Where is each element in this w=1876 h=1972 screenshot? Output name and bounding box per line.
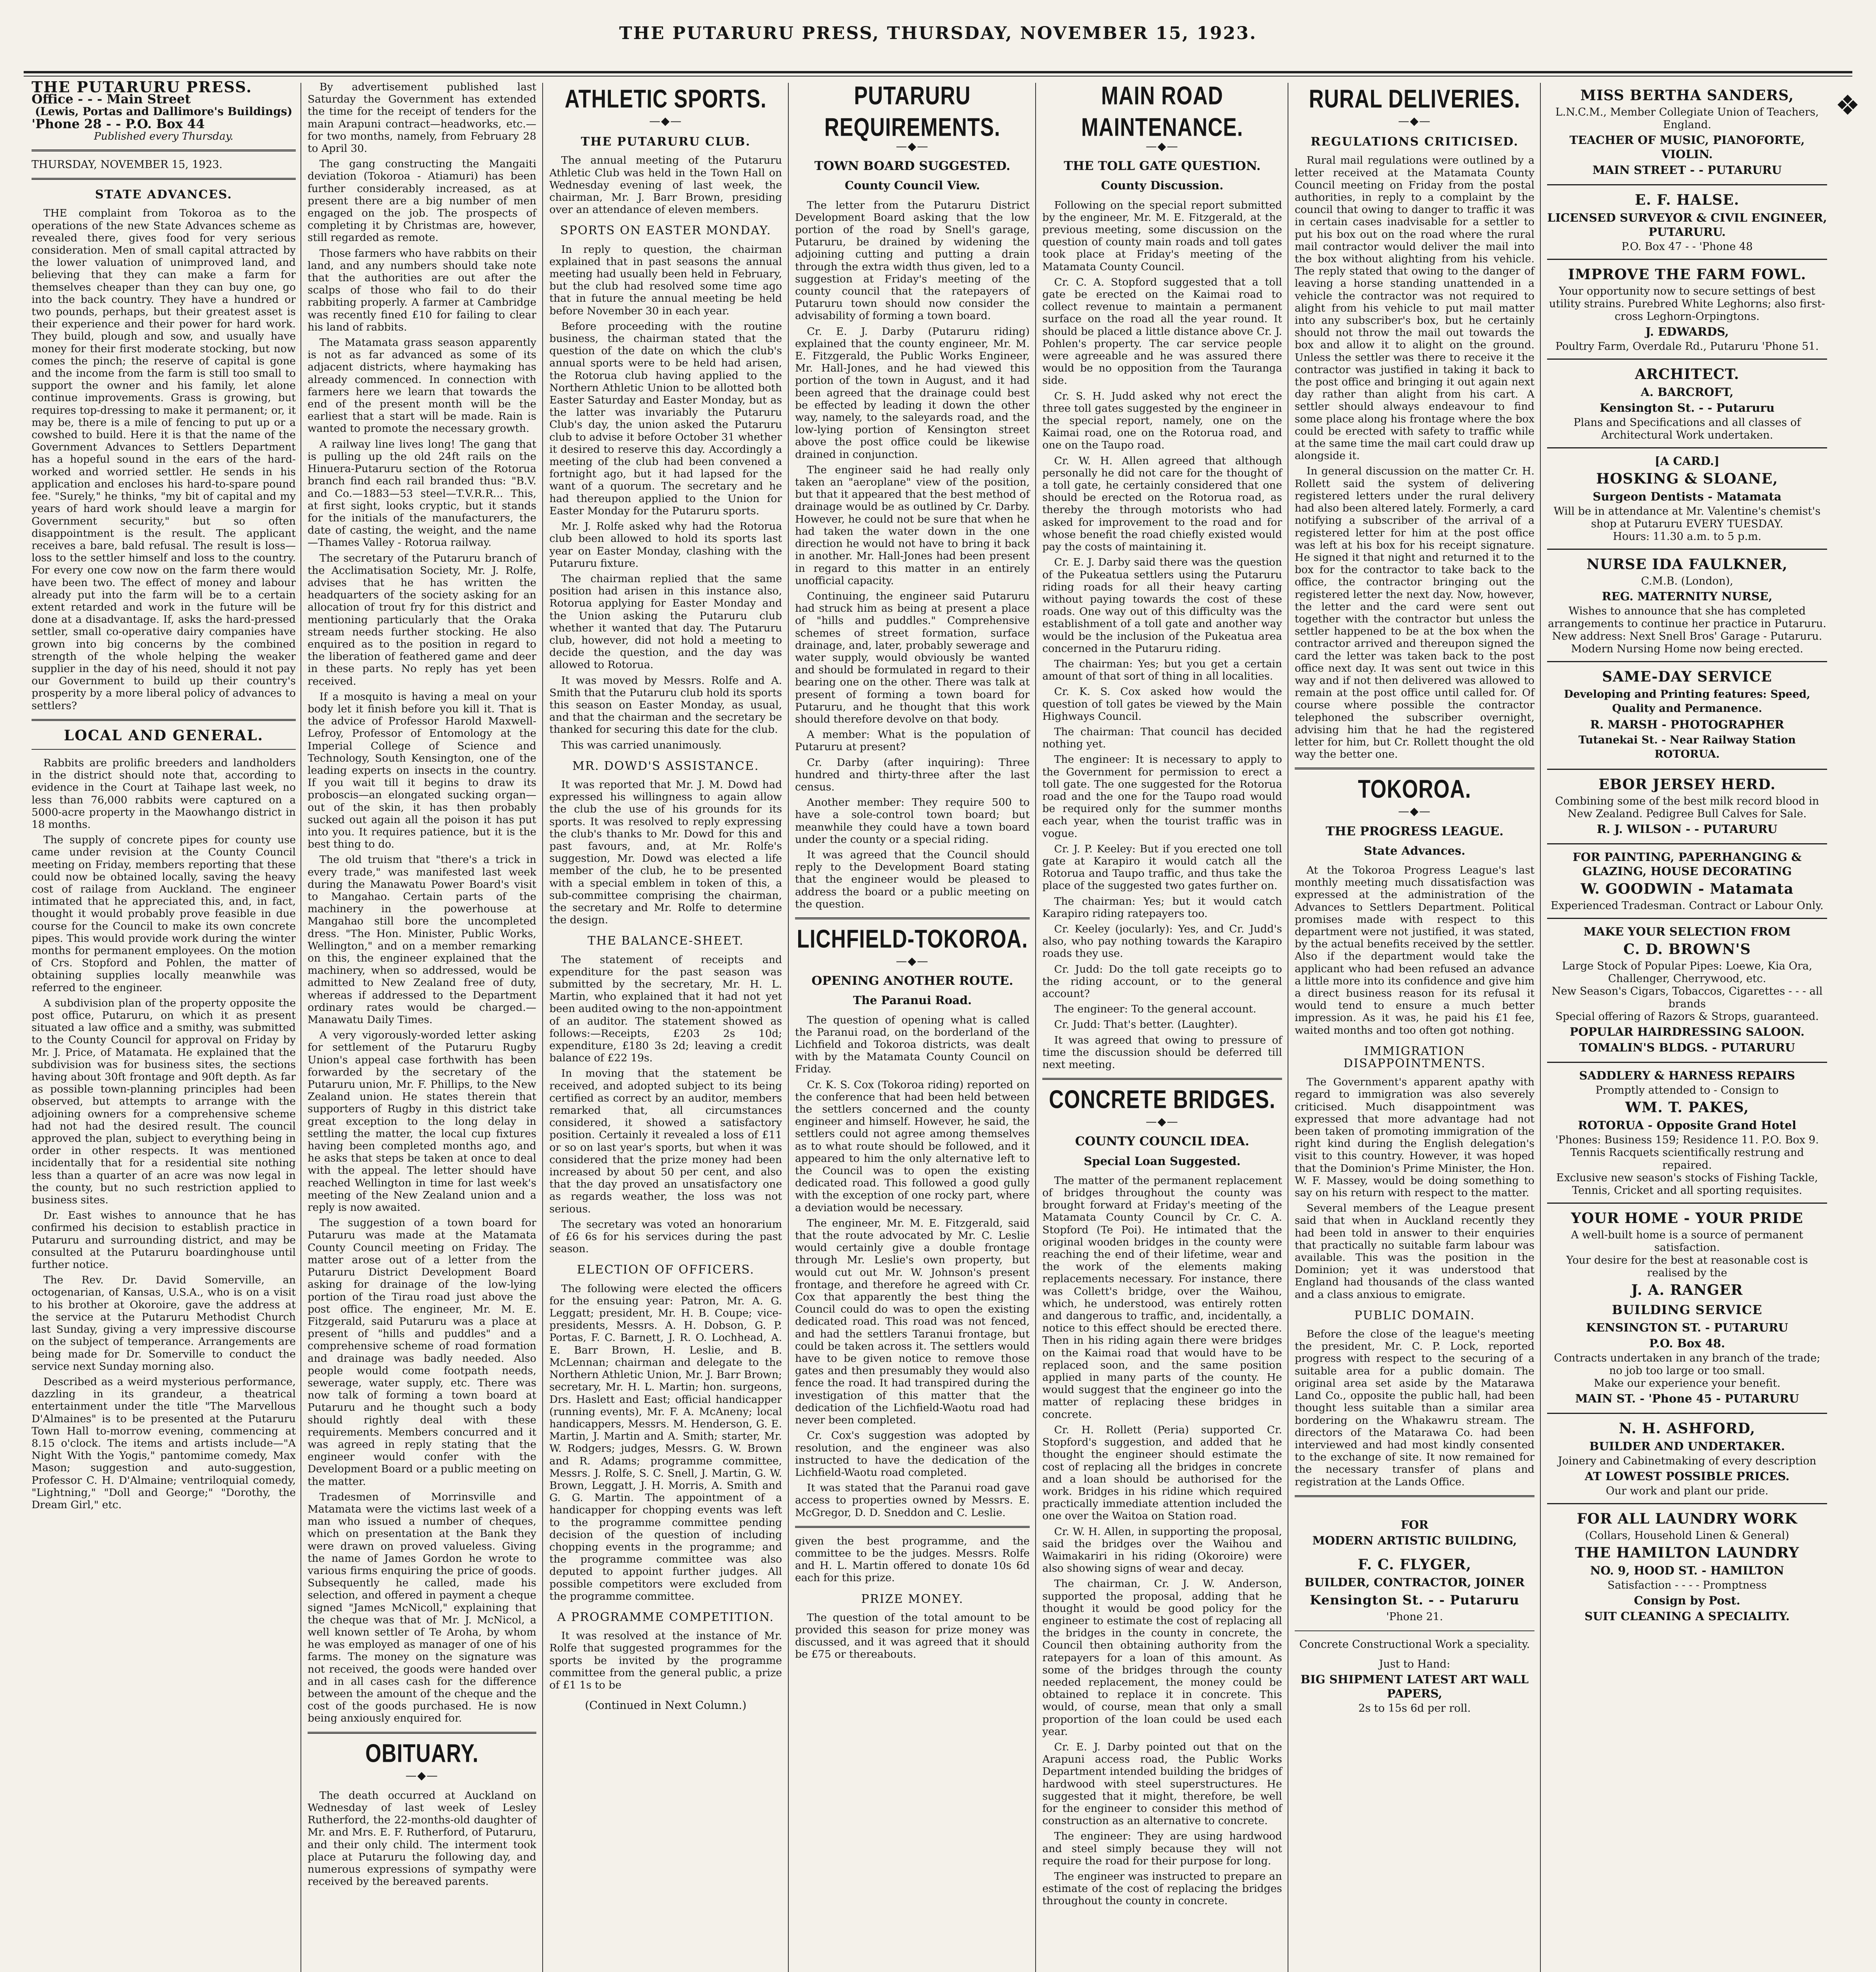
article-paragraph: The following were elected the officers for the ensuing year: Patron, Mr. A. G. Leggatt; president, Mr. H. B. Coupe; vice-presidents, Messrs. A. H. Dobson, G. P. Portas, F. C. Barnett, J. R. O. Lochhead, A. E. Barr Brown, H. Leslie, and B. McLennan; chairman and delegate to the Northern Athletic Union, Mr. J. Barr Brown; secretary, Mr. H. L. Martin; hon. surgeons, Drs. Haslett and East; official handicapper (running events), Mr. F. A. McAneny; local handicappers, Messrs. M. Henderson, G. E. Martin, J. Martin and A. Smith; starter, Mr. W. Rodgers; judges, Messrs. G. W. Brown and R. Adams; programme committee, Messrs. J. Rolfe, S. C. Snell, J. Martin, G. W. Brown, Leggatt, J. H. Morris, A. Smith and G. G. Martin. The appointment of a handicapper for chopping events was left to the programme committee pending decision of the question of including chopping events in the programme; and the programme committee was also deputed to appoint further judges. All possible competitors were excluded from the programme committee. (549, 1282, 782, 1602)
ad-text: BUILDING SERVICE (1612, 1302, 1762, 1317)
article-paragraph: The suggestion of a town board for Putaruru was made at the Matamata County Council meeting on Friday. The matter arose out of a letter from the Putaruru District Development Board asking for drainage of the low-lying portion of the Tirau road just above the post office. The engineer, Mr. M. E. Fitzgerald, said Putaruru was a place at present of "hills and puddles" and a comprehensive scheme of road formation and drainage was badly needed. Also people would come footpath needs, sewerage, water supply, etc. There was now talk of forming a town board at Putaruru and he thought such a body should rightly deal with these requirements. Members concurred and it was agreed in reply stating that the engineer would confer with the Development Board or a public meeting on the matter. (308, 1217, 536, 1488)
main-road-head: MAIN ROAD MAINTENANCE. (1081, 81, 1243, 142)
article-paragraph: Before the close of the league's meeting the president, Mr. C. P. Lock, reported progress with respect to the securing of a suitable area for a public domain. The original area set aside by the Matarawa Land Co., opposite the public hall, had been thought less suitable than a similar area bordering on the Whakawru stream. The directors of the Matarawa Co. had been interviewed and had most kindly consented to the exchange of site. It now remained for the necessary transfer of plans and registration at the Lands Office. (1295, 1328, 1534, 1488)
obituary-head: OBITUARY. (365, 1739, 479, 1768)
advert (1547, 919, 1827, 1063)
ad-title: MAKE YOUR SELECTION FROM (1583, 925, 1791, 938)
ad-text: R. J. WILSON - - PUTARURU (1597, 822, 1777, 836)
ad-text: MODERN ARTISTIC BUILDING, (1312, 1533, 1517, 1547)
article-paragraph: Those farmers who have rabbits on their land, and any numbers should take note that the authorities are out after the scalps of those who fail to do their rabbiting properly. A farmer at Cambridge was recently fined £10 for failing to clear his land of rabbits. (308, 247, 536, 333)
ad-text: 2s to 15s 6d per roll. (1358, 1702, 1471, 1714)
article-paragraph: It was moved by Messrs. Rolfe and A. Smith that the Putaruru club hold its sports this season on Easter Monday, as usual, and that the chairman and the secretary be thanked for securing this date for the club. (549, 674, 782, 736)
article-paragraph: The chairman: Yes; but it would catch Karapiro riding ratepayers too. (1042, 895, 1282, 920)
column-rule (1540, 83, 1541, 1972)
town-board-head: TOWN BOARD SUGGESTED. (814, 159, 1010, 174)
article-paragraph: The Rev. Dr. David Somerville, an octogenarian, of Kansas, U.S.A., who is on a visit to his brother at Okoroire, gave the address at the service at the Putaruru Methodist Church last Sunday, giving a very impressive discourse on the subject of temperance. Arrangements are being made for Dr. Somerville to conduct the service next Sunday morning also. (32, 1274, 296, 1373)
requirements-head: PUTARURU REQUIREMENTS. (824, 81, 1001, 142)
ad-title: SAME-DAY SERVICE (1602, 669, 1772, 685)
article-paragraph: Cr. Judd: Do the toll gate receipts go to the riding account, or to the general account? (1042, 963, 1282, 1000)
rule (795, 917, 1030, 919)
immigration-head: IMMIGRATION DISAPPOINTMENTS. (1343, 1044, 1486, 1071)
ad-text: J. A. RANGER (1631, 1282, 1743, 1298)
article-paragraph: The supply of concrete pipes for county use came under revision at the County Council meeting on Friday, members reporting that these could now be obtained locally, saving the heavy cost of railage from Auckland. The engineer intimated that he appreciated this, and, in fact, thought it would probably prove feasible in due course for the Council to make its own concrete pipes. This would provide work during the winter months for permanent employees. On the motion of Crs. Stopford and Pohlen, the matter of obtaining supplies locally meanwhile was referred to the engineer. (32, 834, 296, 994)
ad-text: Contracts undertaken in any branch of the trade; no job too large or too small. (1554, 1352, 1820, 1377)
rule (1295, 768, 1534, 769)
ad-text: Developing and Printing features: Speed, Quality and Permanence. (1564, 688, 1811, 715)
ad-text: Just to Hand: (1379, 1658, 1450, 1670)
ad-text: MAIN ST. - 'Phone 45 - PUTARURU (1575, 1392, 1799, 1405)
ad-title: MISS BERTHA SANDERS, (1580, 87, 1794, 104)
ad-text: (Collars, Household Linen & General) (1585, 1529, 1789, 1542)
ad-text: W. GOODWIN - Matamata (1580, 881, 1794, 897)
lichfield-tokoroa-head: LICHFIELD-TOKOROA. (797, 924, 1028, 954)
masthead-rule (24, 71, 1852, 73)
special-loan-head: Special Loan Suggested. (1084, 1154, 1241, 1168)
ad-text: Tennis Racquets scientifically restrung and repaired. (1570, 1147, 1804, 1171)
article-paragraph: The secretary was voted an honorarium of £6 6s for his services during the past season. (549, 1218, 782, 1255)
article-paragraph: By advertisement published last Saturday the Government has extended the time for the receipt of tenders for the main Arapuni contract—headworks, etc.—for two months, namely, from February 28 to April 30. (308, 81, 536, 155)
article-paragraph: The chairman replied that the same position had arisen in this instance also, Rotorua applying for Easter Monday and the Union asking the Putaruru club whether it wanted that day. The Putaruru club, however, did not hold a meeting to decide the question, and the day was allowed to Rotorua. (549, 572, 782, 671)
rule (1295, 1630, 1534, 1631)
article-paragraph: Cr. K. S. Cox asked how would the question of toll gates be viewed by the Main Highways Council. (1042, 685, 1282, 723)
article-paragraph: Cr. Cox's suggestion was adopted by resolution, and the engineer was also instructed to have the dedication of the Lichfield-Waotu road completed. (795, 1429, 1030, 1479)
article-paragraph: Cr. S. H. Judd asked why not erect the three toll gates suggested by the engineer in the special report, namely, one on the Kaimai road, one on the Rotorua road, and one on the Taupo road. (1042, 390, 1282, 452)
ad-text: Large Stock of Popular Pipes: Loewe, Kia Ora, Challenger, Cherrywood, etc. (1562, 960, 1813, 985)
regulations-head: REGULATIONS CRITICISED. (1310, 135, 1519, 149)
article-paragraph: It was reported that Mr. J. M. Dowd had expressed his willingness to again allow the club the use of his grounds for its sports. It was resolved to reply expressing the club's thanks to Mr. Dowd for this and past favours, and, at Mr. Rolfe's suggestion, Mr. Dowd was elected a life member of the club, he to be presented with a special emblem in token of this, a sub-committee comprising the chairman, the secretary and Mr. Rolfe to determine the design. (549, 778, 782, 926)
article-paragraph: Rabbits are prolific breeders and landholders in the district should note that, according to evidence in the Court at Taihape last week, no less than 76,000 rabbits were captured on a 5000-acre property in the Maowhango district in 18 months. (32, 756, 296, 831)
paranui-road-head: The Paranui Road. (853, 993, 972, 1007)
advert (1547, 185, 1827, 260)
ad-title: SADDLERY & HARNESS REPAIRS (1579, 1069, 1795, 1082)
ad-text: A well-built home is a source of permanent satisfaction. (1571, 1229, 1803, 1254)
ad-text: Hours: 11.30 a.m. to 5 p.m. (1613, 530, 1762, 543)
prize-money-head: PRIZE MONEY. (861, 1592, 964, 1606)
article-paragraph: Cr. E. J. Darby pointed out that on the Arapuni access road, the Public Works Department intended building the bridges of hardwood with steel superstructures. He suggested that it might, therefore, be well for the engineer to consider this method of construction as an alternative to concrete. (1042, 1740, 1282, 1827)
ad-text: A. BARCROFT, (1641, 385, 1734, 399)
ad-title: ARCHITECT. (1635, 366, 1740, 383)
ad-title: FOR ALL LAUNDRY WORK (1577, 1511, 1798, 1527)
rule (32, 149, 296, 151)
ad-text: C.M.B. (London), (1641, 575, 1733, 587)
progress-league-head: THE PROGRESS LEAGUE. (1325, 824, 1504, 838)
advert (1547, 1204, 1827, 1414)
column-5 (1038, 81, 1286, 1972)
ad-text: Experienced Tradesman. Contract or Labour Only. (1551, 900, 1824, 912)
column-7-adverts (1543, 81, 1831, 1972)
ad-text: 'Phones: Business 159; Residence 11. P.O. Box 9. (1555, 1134, 1819, 1146)
ad-text: NO. 9, HOOD ST. - HAMILTON (1590, 1564, 1784, 1577)
county-discussion-head: County Discussion. (1101, 179, 1224, 192)
article-paragraph: A very vigorously-worded letter asking for settlement of the Putaruru Rugby Union's appeal case forthwith has been forwarded by the secretary of the Putaruru union, Mr. F. Phillips, to the New Zealand union. He states therein that supporters of Rugby in this district take great exception to the long delay in settling the matter, the local cup fixtures having been completed months ago, and he asks that steps be taken at once to deal with the appeal. The letter should have reached Wellington in time for last week's meeting of the New Zealand union and a reply is now awaited. (308, 1029, 536, 1214)
county-view-head: County Council View. (845, 179, 980, 192)
article-paragraph: This was carried unanimously. (561, 739, 722, 751)
article-paragraph: It was agreed that owing to pressure of time the discussion should be deferred till next meeting. (1042, 1034, 1282, 1071)
ad-text: L.N.C.M., Member Collegiate Union of Teachers, England. (1555, 106, 1819, 131)
ad-text: P.O. Box 47 - - 'Phone 48 (1621, 241, 1753, 253)
article-paragraph: The chairman: Yes; but you get a certain amount of that sort of thing in all localities. (1042, 657, 1282, 683)
ad-text: WM. T. PAKES, (1625, 1099, 1749, 1116)
ad-title: EBOR JERSEY HERD. (1598, 776, 1776, 793)
ad-title: YOUR HOME - YOUR PRIDE (1571, 1210, 1803, 1227)
ad-text: KENSINGTON ST. - PUTARURU (1586, 1321, 1788, 1334)
ad-text: Your opportunity now to secure settings of best utility strains. Purebred White Leghorns; also first-cross Leghorn-Orpingtons. (1549, 285, 1826, 323)
article-paragraph: The chairman: That council has decided nothing yet. (1042, 725, 1282, 751)
article-paragraph: Rural mail regulations were outlined by a letter received at the Matamata County Council meeting on Friday from the postal authorities, in reply to a complaint by the council that owing to danger to traffic it was in certain cases inadvisable for a settler to put his box out on the road where the rural mail contractor would deliver the mail into the box without alighting from his vehicle. The reply stated that owing to the danger of leaving a horse standing unattended in a vehicle the contractor was not required to alight from his vehicle to put mail matter into any subscriber's box, but he certainly should not throw the mail out towards the box and allow it to alight on the ground. Unless the settler was there to receive it the contractor was justified in taking it back to the post office and bringing it out again next day rather than alight from his cart. A settler should always endeavour to find some place along his frontage where the box could be erected with safety to traffic while at the same time the mail cart could draw up alongside it. (1295, 154, 1534, 462)
article-paragraph: The letter from the Putaruru District Development Board asking that the low portion of the road by Snell's garage, Putaruru, be drained by widening the adjoining cutting and putting a drain through the extra width thus given, led to a suggestion at Friday's meeting of the county council that the ratepayers of Putaruru town should now consider the advisability of forming a town board. (795, 199, 1030, 322)
phone-line: 'Phone 28 - - P.O. Box 44 (32, 116, 205, 131)
article-paragraph: Described as a weird mysterious performance, dazzling in its grandeur, a theatrical entertainment under the title "The Marvellous D'Almaines" is to be presented at the Putaruru Town Hall to-morrow evening, commencing at 8.15 o'clock. The items and artists include—"A Night With the Yogis," pantomime comedy, Max Mason; suggestion and auto-suggestion, Professor C. H. D'Almaine; ventriloquial comedy, "Lightning," "Doll and George;" "Dorothy, the Dream Girl," etc. (32, 1375, 296, 1511)
rural-deliveries-head: RURAL DELIVERIES. (1309, 84, 1521, 114)
masthead-ornament-icon: ❖ (1835, 89, 1860, 121)
masthead-rule-thin (24, 76, 1852, 77)
article-paragraph: In moving that the statement be received, and adopted subject to its being certified as correct by an auditor, members remarked that, all circumstances considered, it showed a satisfactory position. Certainly it revealed a loss of £11 or so on last year's sports, but when it was considered that the prize money had been increased by about 50 per cent, and also that the day proved an unsatisfactory one as regards weather, the loss was not serious. (549, 1067, 782, 1215)
article-paragraph: If a mosquito is having a meal on your body let it finish before you kill it. That is the advice of Professor Harold Maxwell-Lefroy, Professor of Entomology at the Imperial College of Science and Technology, South Kensington, one of the leading experts on insects in the country. If you wait till it begins to draw its proboscis—an elongated sucking organ—out of the skin, it has then probably sucked out again all the poison it has put into you. It requires patience, but it is the best thing to do. (308, 690, 536, 851)
ad-title: E. F. HALSE. (1635, 192, 1740, 208)
ad-text: Combining some of the best milk record blood in New Zealand. Pedigree Bull Calves for Sale. (1555, 795, 1819, 820)
ad-title: N. H. ASHFORD, (1619, 1420, 1755, 1437)
article-paragraph: The Government's apparent apathy with regard to immigration was also severely criticised. Much disappointment was expressed that more advantage had not been taken of promoting immigration of the right kind during the English delegation's visit to this country. However, it was hoped that the Dominion's Prime Minister, the Hon. W. F. Massey, would be doing something to say on his return with respect to the matter. (1295, 1076, 1534, 1199)
ad-text: P.O. Box 48. (1649, 1337, 1725, 1350)
ad-text: BUILDER AND UNDERTAKER. (1589, 1440, 1785, 1453)
divider-ornament-icon: —◆— (1398, 114, 1431, 127)
article-paragraph: The engineer was instructed to prepare an estimate of the cost of replacing the bridges throughout the county in concrete. (1042, 1870, 1282, 1907)
ad-text: Tutanekai St. - Near Railway Station ROTORUA. (1578, 734, 1796, 760)
divider-ornament-icon: —◆— (1146, 1115, 1179, 1128)
published-line: Published every Thursday. (94, 130, 233, 142)
rule (32, 719, 296, 721)
column-4 (791, 81, 1034, 1972)
ad-text: SUIT CLEANING A SPECIALITY. (1584, 1610, 1790, 1623)
divider-ornament-icon: —◆— (896, 954, 929, 967)
article-paragraph: The engineer, Mr. M. E. Fitzgerald, said that the route advocated by Mr. C. Leslie would certainly give a double frontage through Mr. Leslie's own property, but would cut out Mr. W. Johnson's present frontage, and therefore he agreed with Cr. Cox that apparently the best thing the Council could do was to open the existing dedicated road. This road was not fenced, and had the settlers Taranui frontage, but could be taken across it. The settlers would have to be given notice to remove those gates and then presumably they would also fence the road. It had transpired during the investigation of this matter that the dedication of the Lichfield-Waotu road had never been completed. (795, 1217, 1030, 1427)
article-paragraph: Several members of the League present said that when in Auckland recently they had been told in answer to their enquiries that practically no suitable farm labour was available. This was the position in the Dominion; yet it was understood that England had thousands of the class wanted and a class anxious to emigrate. (1295, 1202, 1534, 1301)
article-paragraph: The old truism that "there's a trick in every trade," was manifested last week during the Manawatu Power Board's visit to Mangahao. Certain parts of the machinery in the powerhouse at Mangahao still bore the uncompleted dress. "The Hon. Minister, Public Works, Wellington," and on a member remarking on this, the engineer explained that the machinery, when so addressed, would be admitted to New Zealand free of duty, whereas if addressed to the Department ordinary rates would be charged.—Manawatu Daily Times. (308, 853, 536, 1026)
article-paragraph: In reply to question, the chairman explained that in past seasons the annual meeting had usually been held in February, but the club had resolved some time ago that in future the annual meeting be held before November 30 in each year. (549, 243, 782, 317)
ad-text: AT LOWEST POSSIBLE PRICES. (1585, 1470, 1790, 1483)
dateline: THURSDAY, NOVEMBER 15, 1923. (32, 159, 223, 171)
advert (1547, 1504, 1827, 1630)
article-paragraph: Continuing, the engineer said Putaruru had struck him as being at present a place of "hills and puddles." Comprehensive schemes of street formation, surface drainage, and, later, probably sewerage and water supply, would obviously be wanted and should be formulated in regard to their bearing one on the other. There was talk at present of forming a town board for Putaruru, and he thought that this work should therefore devolve on that body. (795, 590, 1030, 725)
column-3 (545, 81, 786, 1972)
rule (1295, 1495, 1534, 1497)
ad-text: MAIN STREET - - PUTARURU (1592, 163, 1782, 177)
athletic-sports-head: ATHLETIC SPORTS. (565, 84, 767, 114)
concrete-bridges-head: CONCRETE BRIDGES. (1049, 1085, 1276, 1114)
programme-competition-head: A PROGRAMME COMPETITION. (557, 1610, 775, 1624)
article-paragraph: Cr. Darby (after inquiring): Three hundred and thirty-three after the last census. (795, 756, 1030, 793)
ad-text: Special offering of Razors & Strops, guaranteed. (1555, 1010, 1819, 1023)
article-paragraph: A subdivision plan of the property opposite the post office, Putaruru, on which it as present situated a law office and a smithy, was submitted to the County Council for approval on Friday by Mr. J. Price, of Matamata. He explained that the subdivision was for business sites, the sections having about 30ft frontage and 90ft depth. As far as possible town-planning principles had been observed, but attempts to arrange with the adjoining owners for a comprehensive scheme had not had the desired result. The council approved the plan, subject to everything being in order in other respects. It was mentioned incidentally that for a residential site nothing less than a quarter of an acre was now legal in the county, but no such restriction applied to business sites. (32, 997, 296, 1206)
masthead: THE PUTARURU PRESS, THURSDAY, NOVEMBER 15, 1923. (619, 23, 1257, 43)
continued-note: (Continued in Next Column.) (585, 1699, 747, 1712)
rule (795, 1526, 1030, 1528)
ad-text: Your desire for the best at reasonable cost is realised by the (1566, 1254, 1808, 1279)
article-paragraph: The Matamata grass season apparently is not as far advanced as some of its adjacent districts, where haymaking has already commenced. In connection with farmers here we learn that towards the end of the present month will be the earliest that a start will be made. Rain is wanted to promote the necessary growth. (308, 336, 536, 435)
column-rule (542, 83, 543, 1972)
article-paragraph: The engineer: They are using hardwood and steel simply because they will not require the road for their purpose for long. (1042, 1830, 1282, 1867)
divider-ornament-icon: —◆— (1146, 140, 1179, 153)
state-advances-sub-head: State Advances. (1364, 844, 1465, 857)
divider-ornament-icon: —◆— (405, 1768, 439, 1782)
article-paragraph: given the best programme, and the committee to be the judges. Messrs. Rolfe and H. L. Martin offered to donate 10s 6d each for this prize. (795, 1535, 1030, 1584)
ad-text: New Season's Cigars, Tobaccos, Cigarettes - - - all brands (1551, 985, 1823, 1010)
article-paragraph: The question of the total amount to be provided this season for prize money was discussed, and it was agreed that it should be £75 or thereabouts. (795, 1611, 1030, 1661)
divider-ornament-icon: —◆— (896, 140, 929, 153)
article-paragraph: In general discussion on the matter Cr. H. Rollett said the system of delivering registered letters under the rural delivery had also been altered lately. Formerly, a card notifying a subscriber of the arrival of a registered letter for him at the post office was left at his box for his receipt signature. He signed it that night and returned it to the box for the contractor to take back to the office, the contractor bringing out the registered letter the next day. Now, however, the letter and the card were sent out together with the contractor but unless the settler happened to be at the box when the contractor arrived and thereupon signed the card the letter was taken back to the post office next day. It was sent out twice in this way and if not then delivered was allowed to remain at the post office until called for. Of course where possible the contractor telephoned the subscriber overnight, advising him that he had the registered letter for him, but Cr. Rollett thought the old way the better one. (1295, 465, 1534, 761)
ad-title: [A CARD.] (1655, 454, 1719, 468)
ad-text: FOR (1401, 1518, 1428, 1531)
advert (1547, 1414, 1827, 1504)
toll-gate-head: THE TOLL GATE QUESTION. (1064, 159, 1261, 174)
advert (1547, 770, 1827, 844)
ad-text: Kensington St. - - Putaruru (1310, 1592, 1519, 1608)
ad-text: ROTORUA - Opposite Grand Hotel (1578, 1119, 1796, 1132)
ad-text: THE HAMILTON LAUNDRY (1575, 1544, 1799, 1561)
article-paragraph: The engineer said he had really only taken an "aeroplane" view of the position, but that it appeared that the best method of drainage would be as outlined by Cr. Darby. However, he could not be sure that when he had taken the water down in the one direction he would not have to bring it back in another. Mr. Hall-Jones had been present in regard to this matter in an entirely unofficial capacity. (795, 463, 1030, 587)
article-paragraph: Before proceeding with the routine business, the chairman stated that the question of the date on which the club's annual sports were to be held had arisen, the Rotorua club having applied to the Northern Athletic Union to be allotted both Easter Saturday and Easter Monday, but as the latter was invariably the Putaruru Club's day, the union asked the Putaruru club to advise it before October 31 whether it desired to reserve this day. Accordingly a meeting of the club had been convened a fortnight ago, but it had lapsed for the want of a quorum. The secretary and he had thereupon applied to the Union for Easter Monday for the Putaruru sports. (549, 320, 782, 517)
sports-easter-head: SPORTS ON EASTER MONDAY. (560, 224, 771, 238)
article-paragraph: The statement of receipts and expenditure for the past season was submitted by the secretary, Mr. H. L. Martin, who explained that it had not yet been audited owing to the non-appointment of an auditor. The statement showed as follows:—Receipts, £203 2s 10d; expenditure, £180 3s 2d; leaving a credit balance of £22 19s. (549, 953, 782, 1064)
article-paragraph: Cr. W. H. Allen agreed that although personally he did not care for the thought of a toll gate, he certainly considered that one should be erected on the Rotorua road, as thereby the through motorists who had asked for improvement to the road and for whose benefit the road chiefly existed would pay the costs of maintaining it. (1042, 454, 1282, 553)
ad-title: IMPROVE THE FARM FOWL. (1568, 266, 1806, 283)
column-2 (304, 81, 540, 1972)
ad-text: Satisfaction - - - - Promptness (1607, 1579, 1767, 1591)
article-paragraph: The engineer: It is necessary to apply to the Government for permission to erect a toll gate. The one suggested for the Rotorua road and the one for the Taupo road would be required only for the summer months each year, when the tourist traffic was in vogue. (1042, 753, 1282, 840)
article-paragraph: Cr. E. J. Darby said there was the question of the Pukeatua settlers using the Putaruru riding roads for all their heavy carting without paying towards the cost of these roads. One way out of this difficulty was the establishment of a toll gate and another way would be the inclusion of the Pukeatua area concerned in the Putaruru riding. (1042, 556, 1282, 655)
ad-text: Consign by Post. (1634, 1594, 1740, 1607)
ad-text: REG. MATERNITY NURSE, (1602, 590, 1773, 603)
ad-text: Promptly attended to - Consign to (1595, 1084, 1779, 1096)
article-paragraph: THE complaint from Tokoroa as to the operations of the new State Advances scheme as revealed there, gives food for very serious consideration. Men of small capital attracted by the lower valuation of unimproved land, and believing that they can make a farm for themselves cheaper than they can buy one, go into the back country. They have a hundred or two pounds, perhaps, but their greatest asset is their experience and their power for hard work. They build, plough and sow, and usually have money for their first moderate stocking, but now comes the pinch; the reserve of capital is gone and the income from the farm is still too small to support the owner and his family, let alone continue improvements. Grass is growing, but requires top-dressing to make it permanent; or, it may be, there is a mile of fencing to put up or a cowshed to build. Here it is that the name of the Government Advances to Settlers Department has a hopeful sound in the ears of the hard-worked and worried settler. He sends in his application and encloses his hard-to-spare pound fee. "Surely," he thinks, "my bit of capital and my years of hard work should leave a margin for Government security," but so often disappointment is the result. The applicant receives a bare, bald refusal. The result is loss—loss to the settler himself and loss to the country. For every one cow now on the farm there would have been two. The effect of money and labour already put into the farm will be to a certain extent retarded and work in the future will be done at a disadvantage. If, asks the hard-pressed settler, small co-operative dairy companies have grown into big concerns by the combined strength of the whole helping the weaker supplier in the day of his need, should it not pay our Government to build up their country's prosperity by a more liberal policy of advances to settlers? (32, 207, 296, 712)
advert (1547, 662, 1827, 770)
county-idea-head: COUNTY COUNCIL IDEA. (1075, 1134, 1249, 1149)
divider-ornament-icon: —◆— (649, 114, 682, 127)
column-rule (1035, 83, 1036, 1972)
ad-title: NURSE IDA FAULKNER, (1587, 556, 1788, 573)
article-paragraph: Cr. Judd: That's better. (Laughter). (1054, 1018, 1238, 1031)
local-general-head: LOCAL AND GENERAL. (64, 727, 263, 744)
article-paragraph: It was resolved at the instance of Mr. Rolfe that suggested programmes for the sports be invited by the programme committee from the general public, a prize of £1 1s to be (549, 1630, 782, 1691)
paper-title: THE PUTARURU PRESS. (32, 81, 252, 96)
article-paragraph: Cr. Keeley (jocularly): Yes, and Cr. Judd's also, who pay nothing towards the Karapiro roads they use. (1042, 923, 1282, 960)
opening-route-head: OPENING ANOTHER ROUTE. (811, 974, 1014, 988)
ad-text: Make our experience your benefit. (1594, 1377, 1781, 1389)
article-paragraph: It was stated that the Paranui road gave access to properties owned by Messrs. E. McGregor, D. D. Sneddon and C. Leslie. (795, 1482, 1030, 1519)
public-domain-head: PUBLIC DOMAIN. (1354, 1308, 1475, 1322)
advert (1547, 550, 1827, 662)
article-paragraph: Dr. East wishes to announce that he has confirmed his decision to establish practice in Putaruru and surrounding district, and may be consulted at the Putaruru boardinghouse until further notice. (32, 1209, 296, 1271)
ad-text: Will be in attendance at Mr. Valentine's chemist's shop at Putaruru EVERY TUESDAY. (1553, 505, 1821, 530)
ad-text: Surgeon Dentists - Matamata (1592, 490, 1782, 503)
ad-text: C. D. BROWN'S (1623, 941, 1751, 958)
ad-text: BUILDER, CONTRACTOR, JOINER (1305, 1575, 1525, 1589)
ad-text: Our work and plant our pride. (1605, 1485, 1769, 1497)
article-paragraph: Mr. J. Rolfe asked why had the Rotorua club been allowed to hold its sports last year on Easter Monday, clashing with the Putaruru fixture. (549, 520, 782, 570)
ad-text: Exclusive new season's stocks of Fishing Tackle, Tennis, Cricket and all sporting requisites. (1556, 1172, 1818, 1197)
ad-text: POPULAR HAIRDRESSING SALOON. (1570, 1025, 1805, 1038)
ad-title: FOR PAINTING, PAPERHANGING & GLAZING, HOUSE DECORATING (1572, 850, 1802, 878)
ad-text: Joinery and Cabinetmaking of every description (1558, 1455, 1816, 1467)
dowd-assistance-head: MR. DOWD'S ASSISTANCE. (572, 759, 759, 773)
ad-text: Plans and Specifications and all classes of Architectural Work undertaken. (1574, 416, 1801, 441)
rule (32, 178, 296, 180)
ad-text: J. EDWARDS, (1645, 325, 1729, 338)
ad-text: TEACHER OF MUSIC, PIANOFORTE, VIOLIN. (1569, 133, 1805, 161)
ad-text: Concrete Constructional Work a speciality. (1299, 1638, 1530, 1651)
ad-text: BIG SHIPMENT LATEST ART WALL PAPERS, (1300, 1672, 1529, 1700)
ad-text: HOSKING & SLOANE, (1596, 471, 1778, 487)
balance-sheet-head: THE BALANCE-SHEET. (587, 934, 744, 948)
column-1 (28, 81, 300, 1972)
article-paragraph: The engineer: To the general account. (1054, 1003, 1256, 1016)
article-paragraph: Cr. J. P. Keeley: But if you erected one toll gate at Karapiro it would catch all the Rotorua and Taupo traffic, and thus take the place of the suggested two gates further on. (1042, 842, 1282, 892)
tokoroa-head: TOKOROA. (1358, 775, 1471, 804)
article-paragraph: Cr. K. S. Cox (Tokoroa riding) reported on the conference that had been held between the settlers concerned and the county engineer and himself. However, he said, the settlers could not agree among themselves as to what route should be followed, and it appeared to him the only alternative left to the Council was to open the existing dedicated road. This followed a good gully with the exception of one rocky part, where a deviation would be necessary. (795, 1078, 1030, 1214)
article-paragraph: It was agreed that the Council should reply to the Development Board stating that the engineer would be pleased to address the board or a public meeting on the question. (795, 848, 1030, 910)
article-paragraph: At the Tokoroa Progress League's last monthly meeting much dissatisfaction was expressed at the administration of the Advances to Settlers Department. Political promises made with respect to this department were not justified, it was stated, by the actual benefits received by the settler. Also if the department would take the applicant who had been refused an advance a little more into its confidence and give him a direct business reason for its refusal it would tend to ensure a much better impression. As it was, he paid his £1 fee, waited months and too often got nothing. (1295, 864, 1534, 1036)
column-6 (1291, 81, 1538, 1972)
article-paragraph: Following on the special report submitted by the engineer, Mr. M. E. Fitzgerald, at the previous meeting, some discussion on the question of county main roads and toll gates took place at Friday's meeting of the Matamata County Council. (1042, 199, 1282, 273)
flyger-advert (1295, 1504, 1534, 1715)
election-officers-head: ELECTION OF OFFICERS. (577, 1263, 755, 1277)
rule (1042, 1078, 1282, 1080)
rule (308, 1732, 536, 1734)
ad-text: Wishes to announce that she has completed arrangements to continue her practice in Putaruru. New address: Next Snell Bros' Garage - Putaruru. Modern Nursing Home now being erected. (1548, 605, 1826, 655)
state-advances-head: STATE ADVANCES. (95, 188, 232, 202)
article-paragraph: Another member: They require 500 to have a sole-control town board; but meanwhile they could have a town board under the county or a special riding. (795, 796, 1030, 846)
advert (1547, 1063, 1827, 1204)
article-paragraph: A railway line lives long! The gang that is pulling up the old 24ft rails on the Hinuera-Putaruru section of the Rotorua branch find each rail branded thus: "B.V. and Co.—1883—53 steel—T.V.R.R... This, at first sight, looks cryptic, but it stands for the initials of the manufacturers, the date of casting, the weight, and the name—Thames Valley - Rotorua railway. (308, 438, 536, 549)
article-paragraph: The secretary of the Putaruru branch of the Acclimatisation Society, Mr. J. Rolfe, advises that he has written the headquarters of the society asking for an allocation of trout fry for this district and mentioning particularly that the Oraka stream needs further stocking. He also enquired as to the position in regard to the liberation of feathered game and deer in these parts. No reply has yet been received. (308, 552, 536, 687)
article-paragraph: Cr. E. J. Darby (Putaruru riding) explained that the county engineer, Mr. M. E. Fitzgerald, the Public Works Engineer, Mr. Hall-Jones, and he had viewed this portion of the town in August, and it had been agreed that the drainage could best be effected by leading it down the other way, namely, to the saleyards road, and the low-lying portion of Kensington street above the post office could be likewise drained in conjunction. (795, 325, 1030, 461)
advert (1547, 844, 1827, 919)
article-paragraph: The question of opening what is called the Paranui road, on the borderland of the Lichfield and Tokoroa districts, was dealt with by the Matamata County Council on Friday. (795, 1014, 1030, 1076)
article-paragraph: The annual meeting of the Putaruru Athletic Club was held in the Town Hall on Wednesday evening of last week, the chairman, Mr. J. Barr Brown, presiding over an attendance of eleven members. (549, 154, 782, 216)
divider-ornament-icon: —◆— (1398, 805, 1431, 818)
ad-text: Poultry Farm, Overdale Rd., Putaruru 'Phone 51. (1555, 340, 1819, 353)
ad-text: Kensington St. - - Putaruru (1600, 401, 1775, 415)
ad-text: R. MARSH - PHOTOGRAPHER (1590, 718, 1784, 731)
article-paragraph: The matter of the permanent replacement of bridges throughout the county was brought forward at Friday's meeting of the Matamata County Council by Cr. C. A. Stopford (Te Poi). He intimated that the original wooden bridges in the county were reaching the end of their lifetime, wear and the work of the elements making replacements necessary. For instance, there was Collett's bridge, over the Waihou, which, he understood, was entirely rotten and dangerous to traffic, and, incidentally, a notice to this effect should be erected there. Then in his riding again there were bridges on the Kaimai road that would have to be replaced soon, and the same position applied in many parts of the county. He would suggest that the engineer go into the matter of replacing these bridges in concrete. (1042, 1174, 1282, 1421)
rule (32, 749, 296, 750)
article-paragraph: Tradesmen of Morrinsville and Matamata were the victims last week of a man who issued a number of cheques, which on presentation at the Bank they were drawn on proved valueless. Giving the name of James Gordon he wrote to various firms enquiring the price of goods. Subsequently he called, made his selection, and offered in payment a cheque signed "James McNicoll," explaining that the cheque was that of Mr. J. McNicol, a well known settler of Te Aroha, by whom he was employed as manager of one of his farms. The money on the signature was not received, the goods were handed over and in all cases cash for the difference between the amount of the cheque and the cost of the goods purchased. He is now being anxiously enquired for. (308, 1490, 536, 1725)
article-paragraph: The death occurred at Auckland on Wednesday of last week of Lesley Rutherford, the 22-months-old daughter of Mr. and Mrs. E. F. Rutherford, of Putaruru, and their only child. The interment took place at Putaruru the following day, and numerous expressions of sympathy were received by the bereaved parents. (308, 1789, 536, 1888)
proprietors-line: (Lewis, Portas and Dallimore's Buildings) (35, 105, 293, 118)
advert (1547, 260, 1827, 360)
article-paragraph: The chairman, Cr. J. W. Anderson, supported the proposal, adding that he thought it would be good policy for the engineer to estimate the cost of replacing all the bridges in the county in concrete, the Council then obtaining authority from the ratepayers for a loan of this amount. As some of the bridges through the county needed replacement, the money could be obtained to replace it in concrete. This would, of course, mean that only a small proportion of the loan could be used each year. (1042, 1578, 1282, 1738)
article-paragraph: The gang constructing the Mangaiti deviation (Tokoroa - Atiamuri) has been further considerably increased, as at present there are a big number of men engaged on the job. The prospects of completing it by Christmas are, however, still regarded as remote. (308, 158, 536, 244)
office-line: Office - - - Main Street (32, 92, 191, 107)
advert (1547, 81, 1827, 185)
column-rule (788, 83, 789, 1972)
ad-text: LICENSED SURVEYOR & CIVIL ENGINEER, PUTARURU. (1547, 211, 1827, 239)
advert (1547, 360, 1827, 448)
ad-text: 'Phone 21. (1386, 1610, 1443, 1623)
article-paragraph: Cr. H. Rollett (Peria) supported Cr. Stopford's suggestion, and added that he thought the engineer should estimate the cost of replacing all the bridges in concrete and a loan should be authorised for the work. Bridges in his ridine which required practically immediate attention included the one over the Waitoa on Station road. (1042, 1423, 1282, 1522)
ad-name: F. C. FLYGER, (1358, 1556, 1471, 1573)
athletic-sub-head: THE PUTARURU CLUB. (581, 135, 751, 149)
advert (1547, 448, 1827, 550)
article-paragraph: A member: What is the population of Putaruru at present? (795, 728, 1030, 753)
article-paragraph: Cr. W. H. Allen, in supporting the proposal, said the bridges over the Waihou and Waimakariri in his riding (Okoroire) were also showing signs of wear and decay. (1042, 1525, 1282, 1575)
article-paragraph: Cr. C. A. Stopford suggested that a toll gate be erected on the Kaimai road to collect revenue to maintain a permanent surface on the road all the year round. It should be placed a little distance above Cr. J. Pohlen's property. The car service people were agreeable and he was assured there would be no opposition from the Tauranga side. (1042, 276, 1282, 387)
ad-text: TOMALIN'S BLDGS. - PUTARURU (1579, 1041, 1795, 1054)
